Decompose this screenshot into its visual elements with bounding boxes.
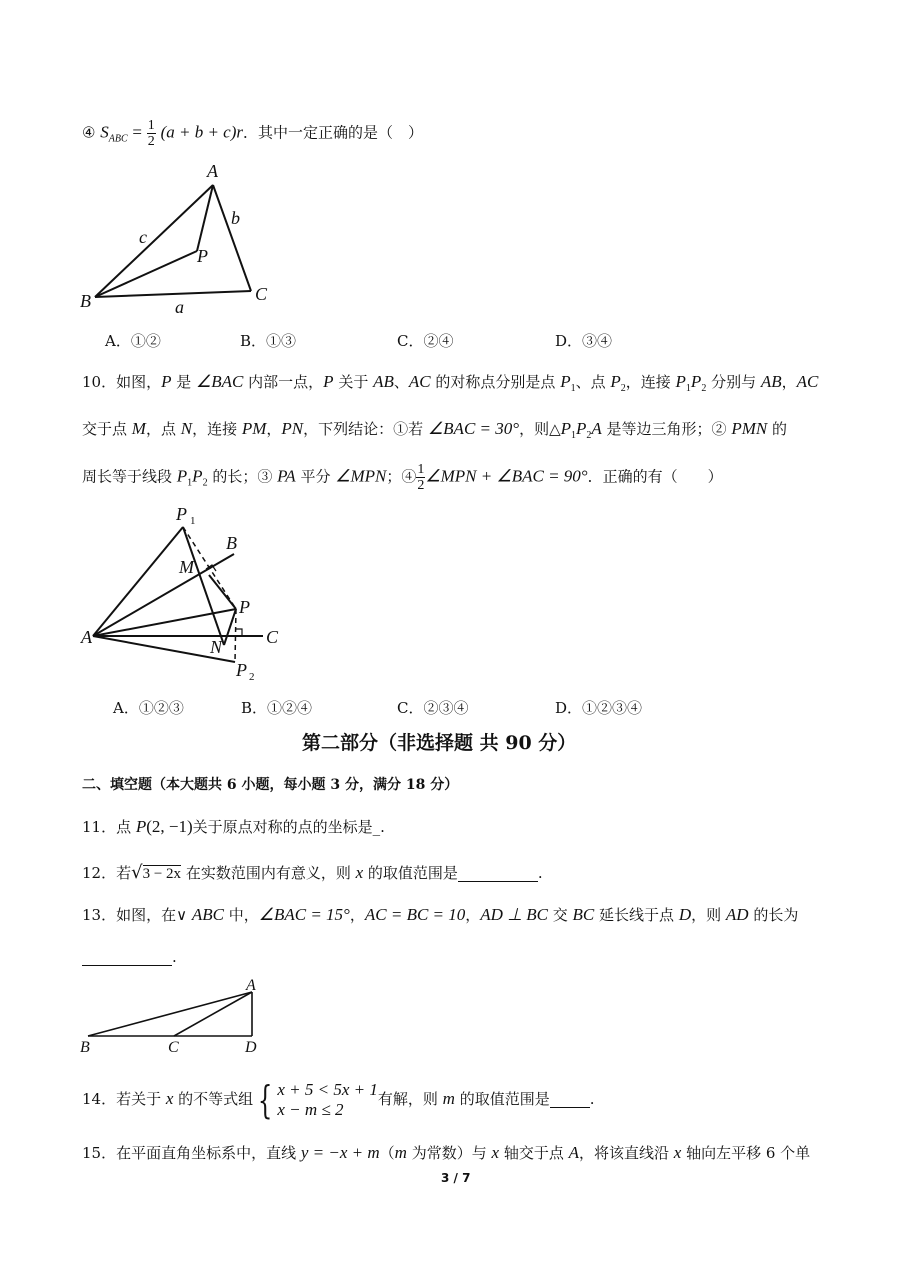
q9-option-b[interactable]: B．①③ xyxy=(240,332,297,350)
label-c: c xyxy=(139,227,147,247)
q9-option-c[interactable]: C．②④ xyxy=(397,332,454,350)
label-P: P xyxy=(239,597,250,617)
fraction-one-half: $\frac{1}{2}$ xyxy=(147,118,155,149)
q11: 11．点 P(2, −1)关于原点对称的点的坐标是_. xyxy=(82,817,385,836)
label-D: D xyxy=(245,1039,257,1056)
q14: 14．若关于 x 的不等式组 { x + 5 < 5x + 1 x − m ≤ 2 有解，则 m 的取值范围是 . xyxy=(82,1078,595,1122)
label-b: b xyxy=(231,208,240,228)
label-P2: P xyxy=(236,660,247,680)
part2-title: 第二部分（非选择题 共 90 分） xyxy=(302,732,577,754)
q15: 15．在平面直角坐标系中，直线 y = −x + m（m 为常数）与 x 轴交于点 A，将该直线沿 x 轴向左平移 6 个单 xyxy=(82,1143,811,1162)
label-B: B xyxy=(80,1039,90,1056)
section2-heading: 二、填空题（本大题共 6 小题，每小题 3 分，满分 18 分） xyxy=(82,777,459,793)
fraction-one-half: $\frac{1}{2}$ xyxy=(417,462,425,493)
inequality-system: x + 5 < 5x + 1 x − m ≤ 2 xyxy=(277,1080,378,1119)
q9-option-d[interactable]: D．③④ xyxy=(555,332,613,350)
label-C: C xyxy=(266,627,279,647)
q10-option-a[interactable]: A．①②③ xyxy=(113,699,184,717)
q10-line-1: 10．如图，P 是 ∠BAC 内部一点，P 关于 AB、AC 的对称点分别是点 $P_1$、点 $P_2$，连接 $P_1P_2$ 分别与 AB，AC xyxy=(82,372,819,394)
label-P: P xyxy=(197,246,208,266)
q12: 12．若√3 − 2x 在实数范围内有意义，则 x 的取值范围是 . xyxy=(82,862,543,883)
radicand: 3 − 2x xyxy=(142,866,182,882)
label-P1: P xyxy=(176,504,187,524)
q9-formula-line: ④ $S_{ABC}$ = $\frac{1}{2}$ (a + b + c)r．其中一定正确的是（ ） xyxy=(82,118,424,149)
q13-line-1: 13．如图，在∨ ABC 中，∠BAC = 15°，AC = BC = 10，AD ⊥ BC 交 BC 延长线于点 D，则 AD 的长为 xyxy=(82,905,799,924)
label-P2-subscript: 2 xyxy=(249,671,255,683)
q10-option-d[interactable]: D．①②③④ xyxy=(555,699,643,717)
q13-line-2: . xyxy=(82,946,177,968)
q10-line-2: 交于点 M，点 N，连接 PM，PN，下列结论：①若 ∠BAC = 30°，则$\triangle P_1P_2A$ 是等边三角形；② PMN 的 xyxy=(82,419,787,441)
sqrt-symbol: √ xyxy=(131,862,143,883)
label-C: C xyxy=(255,284,268,304)
q10-line-3: 周长等于线段 $P_1P_2$ 的长；③ PA 平分 ∠MPN；④ $\frac{1}{2}$ ∠MPN + ∠BAC = 90°．正确的有（ ） xyxy=(82,462,723,493)
q10-option-c[interactable]: C．②③④ xyxy=(397,699,469,717)
label-P1-subscript: 1 xyxy=(190,515,196,527)
label-C: C xyxy=(168,1039,179,1056)
answer-blank[interactable] xyxy=(550,1093,590,1108)
q9-option-a[interactable]: A．①② xyxy=(105,332,161,350)
label-A: A xyxy=(246,977,256,994)
label-B: B xyxy=(80,291,91,311)
label-A: A xyxy=(81,627,92,647)
label-A: A xyxy=(207,161,218,181)
label-M: M xyxy=(179,557,194,577)
label-N: N xyxy=(210,637,223,657)
q10-option-b[interactable]: B．①②④ xyxy=(241,699,313,717)
label-a: a xyxy=(175,297,184,317)
label-B: B xyxy=(226,533,237,553)
page-number: 3 / 7 xyxy=(441,1171,471,1185)
brace-symbol: { xyxy=(258,1078,273,1122)
